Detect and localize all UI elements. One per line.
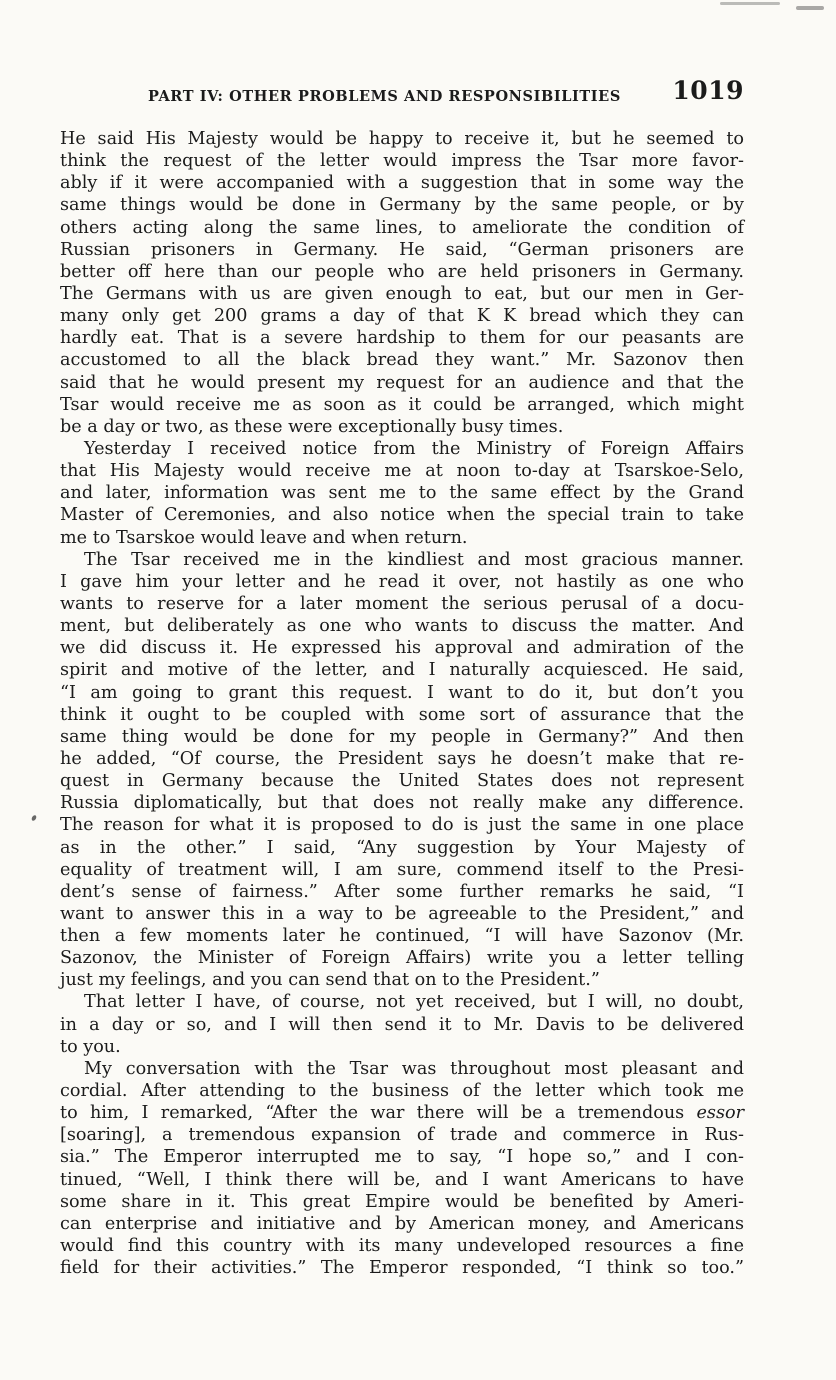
text-line: me to Tsarskoe would leave and when return. [60,527,468,548]
text-line: some share in it. This great Empire would be benefited by Ameri- [60,1191,744,1212]
text-line: quest in Germany because the United States does not represent [60,771,744,792]
text-line: cordial. After attending to the business of the letter which took me [60,1081,744,1102]
text-line: accustomed to all the black bread they want.” Mr. Sazonov then [60,350,744,371]
text-line: ably if it were accompanied with a suggestion that in some way the [60,173,744,194]
text-line: dent’s sense of fairness.” After some further remarks he said, “I [60,881,744,902]
text-line: can enterprise and initiative and by American money, and Americans [60,1213,744,1234]
scan-speck [31,814,37,821]
page-number: 1019 [672,76,744,105]
text-line: Russian prisoners in Germany. He said, “German prisoners are [60,239,744,260]
text-line: That letter I have, of course, not yet received, but I will, no doubt, [84,992,744,1013]
text-line: Tsar would receive me as soon as it could be arranged, which might [60,394,744,415]
text-line: just my feelings, and you can send that on to the President.” [60,970,600,991]
text-line: think it ought to be coupled with some sort of assurance that the [60,704,744,725]
scan-speck [796,6,824,10]
text-line: tinued, “Well, I think there will be, and I want Americans to have [60,1169,744,1190]
text-line: we did discuss it. He expressed his approval and admiration of the [60,638,744,659]
text-line: others acting along the same lines, to ameliorate the condition of [60,217,744,238]
text-line: Sazonov, the Minister of Foreign Affairs) write you a letter telling [60,948,744,969]
text-line: I gave him your letter and he read it over, not hastily as one who [60,571,744,592]
running-head: PART IV: OTHER PROBLEMS AND RESPONSIBILITIES [148,88,621,105]
text-line: and later, information was sent me to the same effect by the Grand [60,483,744,504]
text-line: as in the other.” I said, “Any suggestion by Your Majesty of [60,837,744,858]
text-line: equality of treatment will, I am sure, commend itself to the Presi- [60,859,744,880]
text-line: would find this country with its many undeveloped resources a fine [60,1236,744,1257]
text-line: be a day or two, as these were exceptionally busy times. [60,416,564,437]
text-line: The Tsar received me in the kindliest and most gracious manner. [84,549,744,570]
text-line: Russia diplomatically, but that does not really make any difference. [60,793,744,814]
text-line: then a few moments later he continued, “I will have Sazonov (Mr. [60,926,744,947]
text-line: Yesterday I received notice from the Ministry of Foreign Affairs [84,438,744,459]
text-line: to you. [60,1036,121,1057]
page-header [60,76,744,116]
scan-speck [720,2,780,5]
text-line: better off here than our people who are held prisoners in Germany. [60,261,744,282]
text-line: field for their activities.” The Emperor responded, “I think so too.” [60,1258,744,1279]
text-line: “I am going to grant this request. I want to do it, but don’t you [60,682,744,703]
text-line: My conversation with the Tsar was throughout most pleasant and [84,1058,744,1079]
text-line: want to answer this in a way to be agreeable to the President,” and [60,903,744,924]
body-text [60,128,744,1279]
text-line: wants to reserve for a later moment the serious perusal of a docu- [60,593,744,614]
text-line: same things would be done in Germany by the same people, or by [60,195,744,216]
text-line: Master of Ceremonies, and also notice when the special train to take [60,505,744,526]
text-line: said that he would present my request for an audience and that the [60,372,744,393]
text-line: spirit and motive of the letter, and I naturally acquiesced. He said, [60,660,744,681]
text-line: The Germans with us are given enough to eat, but our men in Ger- [60,283,744,304]
text-line: sia.” The Emperor interrupted me to say, “I hope so,” and I con- [60,1147,744,1168]
text-line [60,1102,744,1124]
text-line: many only get 200 grams a day of that K K bread which they can [60,306,744,327]
text-line: [soaring], a tremendous expansion of trade and commerce in Rus- [60,1125,744,1146]
text-line: hardly eat. That is a severe hardship to them for our peasants are [60,328,744,349]
text-line: ment, but deliberately as one who wants to discuss the matter. And [60,616,744,637]
italic-word: essor [696,1103,744,1124]
text-line: The reason for what it is proposed to do is just the same in one place [60,815,744,836]
text-line: that His Majesty would receive me at noon to-day at Tsarskoe-Selo, [60,461,744,482]
text-line: he added, “Of course, the President says he doesn’t make that re- [60,748,744,769]
text-line: in a day or so, and I will then send it to Mr. Davis to be delivered [60,1014,744,1035]
text-line: same thing would be done for my people in Germany?” And then [60,726,744,747]
text-segment: to him, I remarked, “After the war there will be a tremendous [60,1103,697,1124]
text-line: think the request of the letter would impress the Tsar more favor- [60,151,744,172]
text-line: He said His Majesty would be happy to receive it, but he seemed to [60,129,744,149]
